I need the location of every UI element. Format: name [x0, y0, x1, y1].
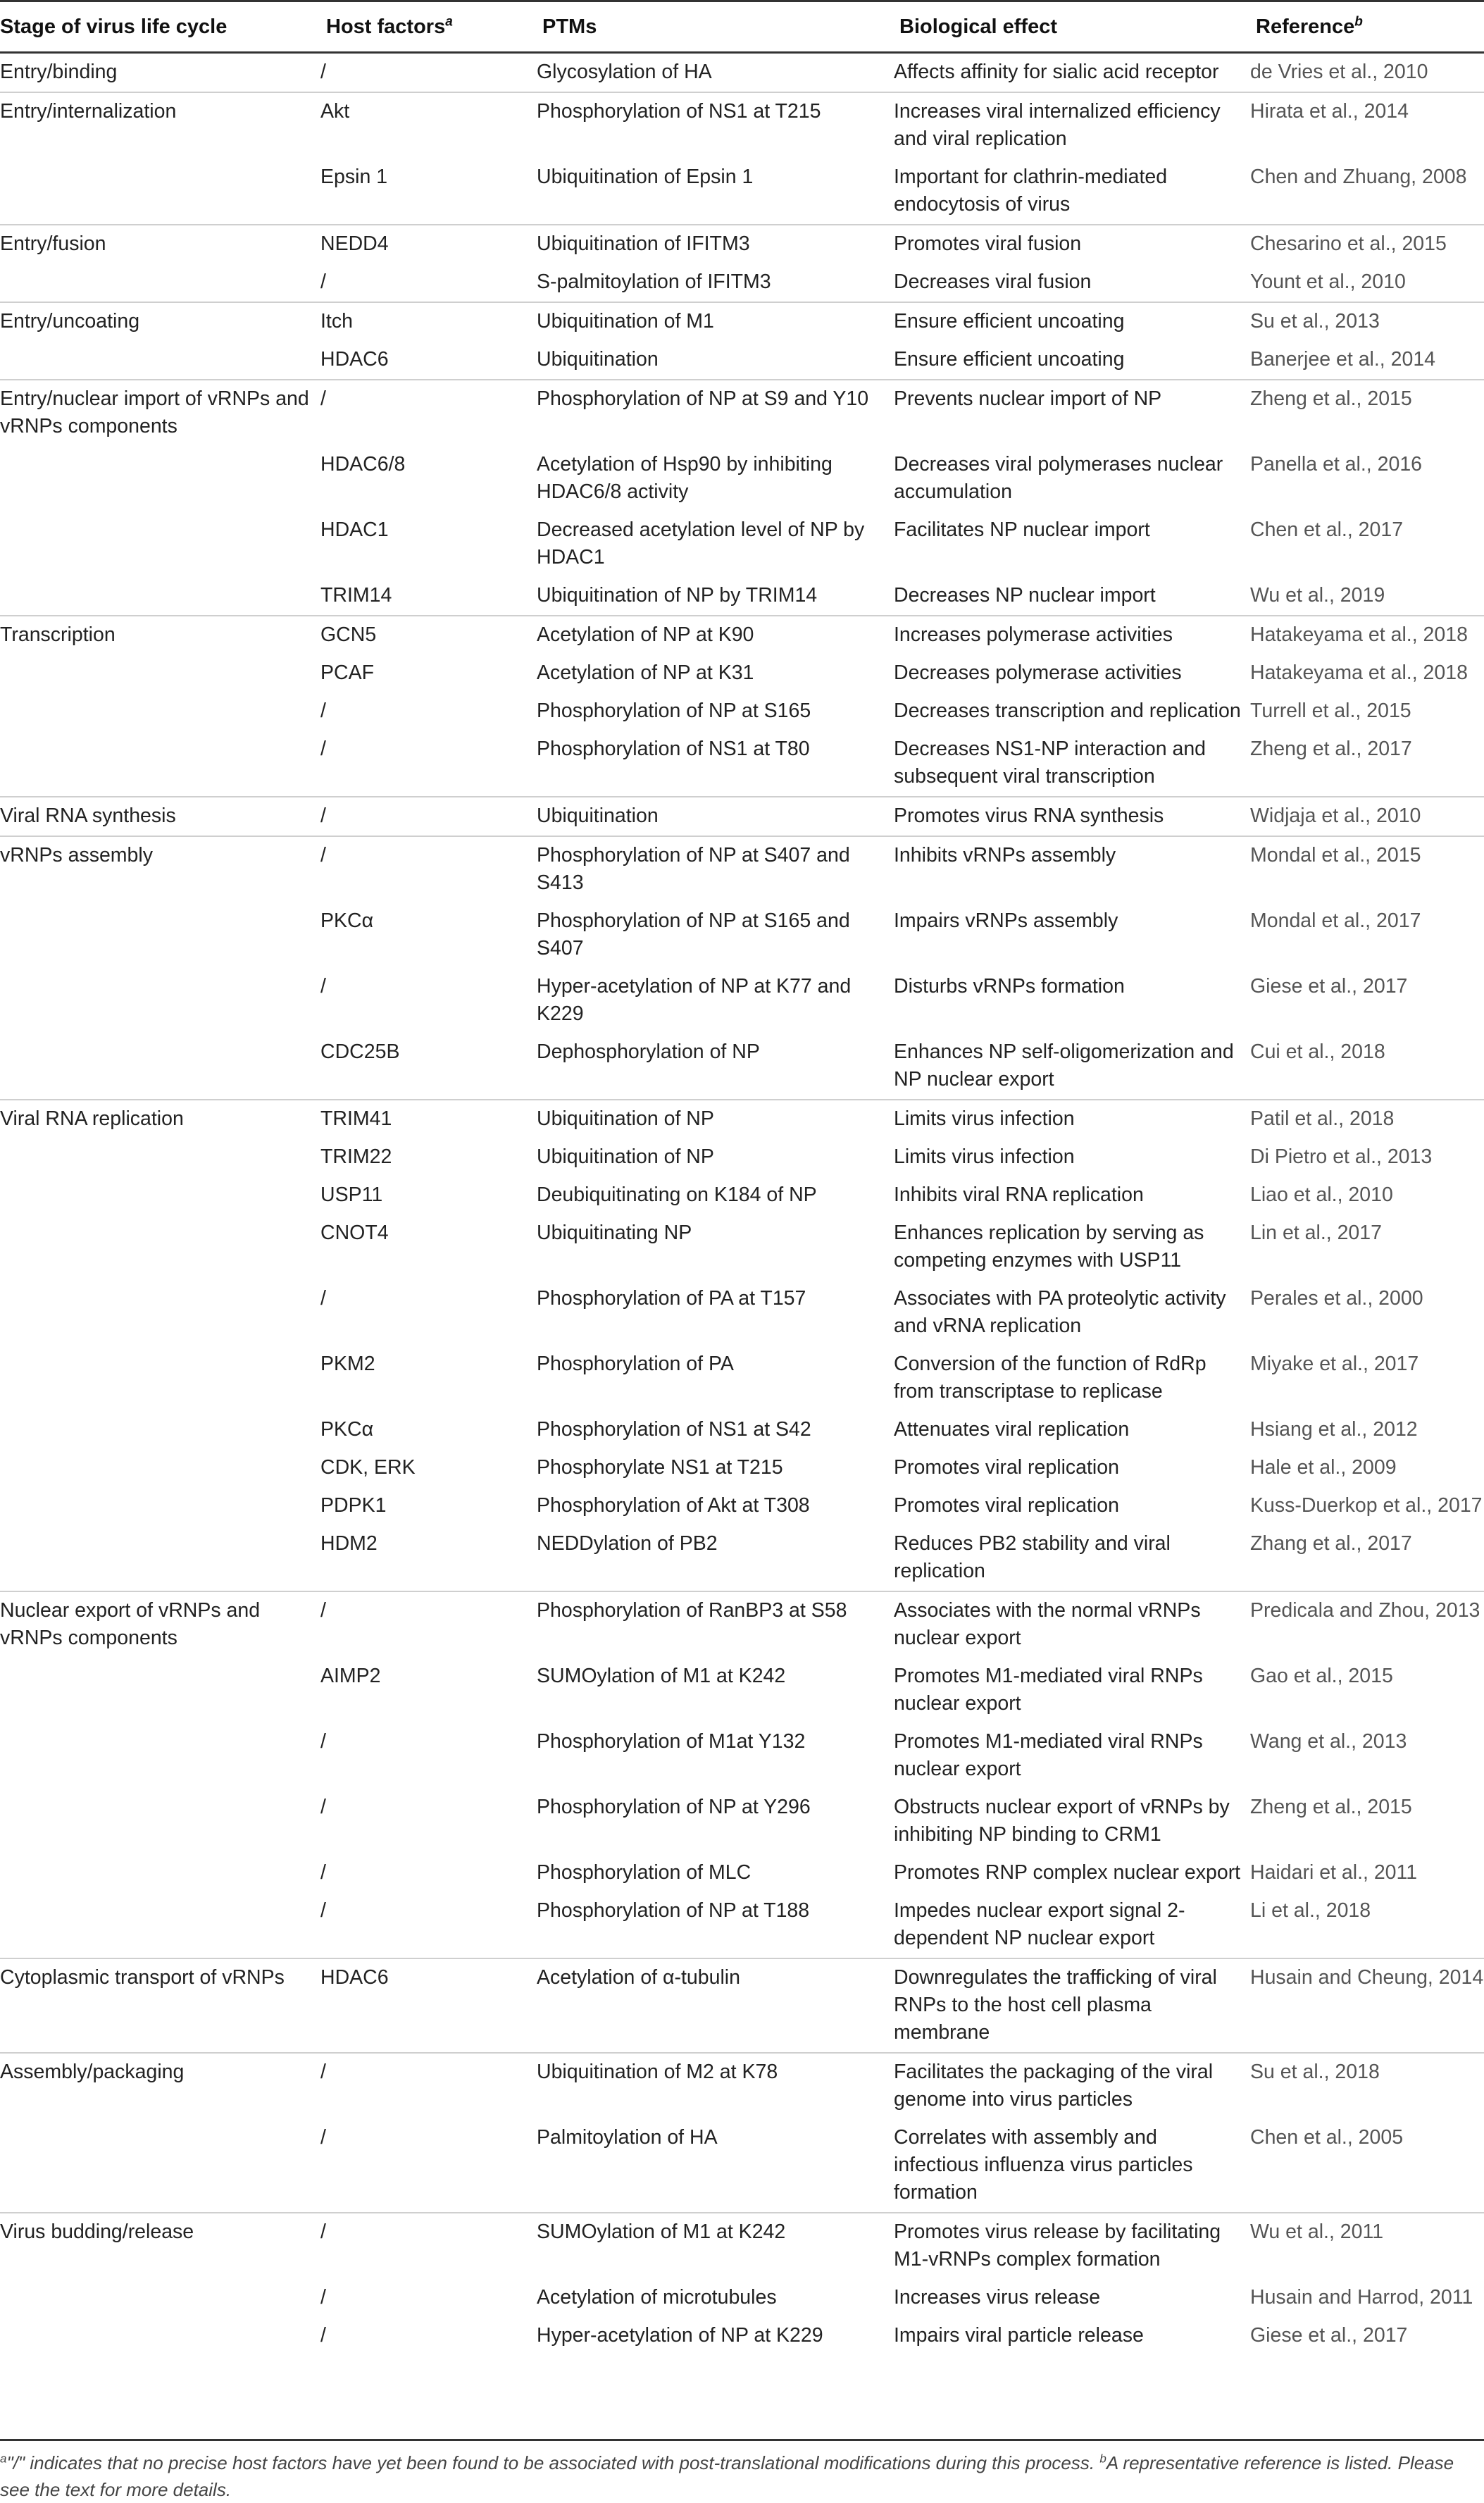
table-cell-effect: Decreases polymerase activities: [894, 662, 1182, 684]
table-cell-effect: Limits virus infection: [894, 1145, 1075, 1168]
table-cell-stage: [0, 446, 320, 511]
table-cell-effect: Enhances NP self-oligomerization and NP nuclear export: [894, 1041, 1234, 1091]
table-cell-stage: [0, 341, 320, 380]
table-cell-host-factor: /: [320, 1796, 326, 1818]
table-cell-stage: Viral RNA replication: [0, 1100, 320, 1138]
table-cell-stage: [0, 2119, 320, 2213]
table-cell-effect: Promotes viral fusion: [894, 225, 1250, 263]
table-cell-host-factor: /: [320, 2213, 537, 2279]
table-cell-reference: Husain and Harrod, 2011: [1250, 2286, 1473, 2309]
table-cell-reference: Widjaja et al., 2010: [1250, 797, 1484, 836]
table-row: [0, 1138, 1484, 1176]
table-cell-stage: Entry/binding: [0, 61, 118, 83]
table-cell-reference: Lin et al., 2017: [1250, 1222, 1382, 1244]
table-cell-ptm: Acetylation of NP at K90: [537, 616, 894, 654]
table-cell-stage: [0, 1033, 320, 1100]
table-cell-stage: [0, 902, 320, 968]
table-cell-host-factor: /: [320, 380, 537, 446]
table-cell-effect: Attenuates viral replication: [894, 1418, 1130, 1441]
table-cell-stage: [0, 1215, 320, 1280]
table-cell-ptm: Ubiquitination of M1: [537, 302, 894, 341]
table-cell-ptm: Palmitoylation of HA: [537, 2126, 718, 2149]
table-cell-host-factor: PDPK1: [320, 1494, 387, 1517]
table-cell-effect: Promotes virus release by facilitating M1-vRNPs complex formation: [894, 2213, 1250, 2279]
table-cell-stage: [0, 1789, 320, 1854]
table-row: [0, 2317, 1484, 2355]
table-row: [0, 341, 1484, 380]
table-cell-stage: vRNPs assembly: [0, 836, 320, 902]
table-cell-reference: Perales et al., 2000: [1250, 1287, 1423, 1310]
table-cell-reference: Haidari et al., 2011: [1250, 1861, 1418, 1884]
table-cell-stage: [0, 654, 320, 692]
table-row: [0, 1525, 1484, 1591]
table-cell-effect: Correlates with assembly and infectious influenza virus particles formation: [894, 2126, 1193, 2204]
table-cell-stage: [0, 1346, 320, 1411]
table-cell-ptm: Acetylation of microtubules: [537, 2286, 777, 2309]
table-cell-reference: Hatakeyama et al., 2018: [1250, 616, 1484, 654]
table-cell-ptm: Acetylation of Hsp90 by inhibiting HDAC6/8 activity: [537, 453, 833, 503]
table-cell-stage: [0, 1138, 320, 1176]
table-cell-effect: Associates with the normal vRNPs nuclear export: [894, 1591, 1250, 1658]
table-cell-ptm: Ubiquitination of NP by TRIM14: [537, 584, 818, 607]
table-row: [0, 692, 1484, 731]
table-cell-effect: Decreases viral polymerases nuclear accumulation: [894, 453, 1223, 503]
table-cell-reference: Wu et al., 2019: [1250, 584, 1385, 607]
table-cell-reference: Chen et al., 2017: [1250, 518, 1404, 541]
table-cell-reference: Giese et al., 2017: [1250, 2324, 1408, 2347]
table-cell-host-factor: /: [320, 2126, 326, 2149]
header-host-factors: [320, 1, 537, 53]
table-cell-stage: [0, 1658, 320, 1723]
table-cell-effect: Promotes M1-mediated viral RNPs nuclear export: [894, 1665, 1203, 1715]
table-cell-host-factor: USP11: [320, 1184, 383, 1206]
table-cell-stage: [0, 1449, 320, 1487]
header-biological-effect: [894, 1, 1250, 53]
table-cell-ptm: Phosphorylation of RanBP3 at S58: [537, 1591, 894, 1658]
header-stage-label: Stage of virus life cycle: [0, 15, 227, 38]
table-row: [0, 1280, 1484, 1346]
table-cell-ptm: Ubiquitination of NP: [537, 1100, 894, 1138]
table-body: [0, 53, 1484, 2356]
table-cell-stage: [0, 1892, 320, 1958]
table-cell-reference: Zheng et al., 2015: [1250, 1796, 1412, 1818]
table-cell-reference: Zheng et al., 2017: [1250, 738, 1412, 760]
table-cell-effect: Facilitates the packaging of the viral genome into virus particles: [894, 2053, 1250, 2119]
table-row: [0, 1658, 1484, 1723]
table-cell-effect: Increases viral internalized efficiency and viral replication: [894, 92, 1250, 159]
table-cell-host-factor: /: [320, 836, 537, 902]
table-row: [0, 511, 1484, 577]
table-cell-ptm: Ubiquitinating NP: [537, 1222, 692, 1244]
table-cell-stage: [0, 1487, 320, 1525]
table-cell-reference: Turrell et al., 2015: [1250, 700, 1411, 722]
table-cell-host-factor: GCN5: [320, 616, 537, 654]
table-cell-effect: Impairs viral particle release: [894, 2324, 1144, 2347]
table-cell-host-factor: Itch: [320, 302, 537, 341]
table-row: [0, 1346, 1484, 1411]
table-cell-host-factor: Akt: [320, 92, 537, 159]
table-cell-reference: Hale et al., 2009: [1250, 1456, 1397, 1479]
table-row: [0, 1411, 1484, 1449]
table-cell-ptm: Phosphorylation of PA: [537, 1353, 734, 1375]
table-cell-reference: Su et al., 2018: [1250, 2053, 1484, 2119]
table-cell-host-factor: PKCα: [320, 909, 374, 932]
table-cell-ptm: Ubiquitination of IFITM3: [537, 225, 894, 263]
table-cell-stage: Entry/nuclear import of vRNPs and vRNPs components: [0, 380, 320, 446]
table-cell-ptm: Phosphorylation of NP at S407 and S413: [537, 836, 894, 902]
table-cell-ptm: Phosphorylation of NS1 at T80: [537, 738, 810, 760]
table-cell-reference: Husain and Cheung, 2014: [1250, 1958, 1484, 2053]
table-cell-effect: Important for clathrin-mediated endocytosis of virus: [894, 166, 1168, 216]
table-cell-effect: Obstructs nuclear export of vRNPs by inhibiting NP binding to CRM1: [894, 1796, 1230, 1846]
table-footnote: [0, 2439, 1484, 2503]
table-cell-host-factor: TRIM22: [320, 1145, 392, 1168]
header-ref-footnote-mark: b: [1354, 13, 1363, 29]
table-row: [0, 616, 1484, 654]
table-cell-ptm: SUMOylation of M1 at K242: [537, 1665, 786, 1687]
table-cell-host-factor: /: [320, 1591, 537, 1658]
table-cell-effect: Facilitates NP nuclear import: [894, 518, 1150, 541]
table-cell-effect: Disturbs vRNPs formation: [894, 975, 1125, 998]
header-stage: [0, 1, 320, 53]
footnote-a-text: "/" indicates that no precise host factors have yet been found to be associated with post-translational modifications during this process.: [6, 2452, 1095, 2473]
footnote-b-mark: b: [1099, 2452, 1106, 2466]
table-cell-ptm: Phosphorylation of NS1 at T215: [537, 92, 894, 159]
table-cell-effect: Inhibits viral RNA replication: [894, 1184, 1144, 1206]
table-cell-ptm: Acetylation of NP at K31: [537, 662, 754, 684]
table-cell-host-factor: HDM2: [320, 1532, 378, 1555]
table-cell-host-factor: /: [320, 700, 326, 722]
table-cell-ptm: Dephosphorylation of NP: [537, 1041, 760, 1063]
table-cell-effect: Conversion of the function of RdRp from transcriptase to replicase: [894, 1353, 1206, 1403]
table-cell-reference: Banerjee et al., 2014: [1250, 348, 1436, 371]
table-cell-host-factor: HDAC6/8: [320, 453, 406, 476]
table-cell-effect: Impedes nuclear export signal 2-dependent NP nuclear export: [894, 1899, 1185, 1949]
table-cell-host-factor: /: [320, 61, 326, 83]
table-cell-ptm: SUMOylation of M1 at K242: [537, 2213, 894, 2279]
table-row: [0, 1033, 1484, 1100]
table-cell-host-factor: /: [320, 271, 326, 293]
table-row: [0, 836, 1484, 902]
table-cell-stage: [0, 1854, 320, 1892]
table-cell-stage: Entry/fusion: [0, 225, 320, 263]
table-cell-ptm: Phosphorylation of MLC: [537, 1861, 752, 1884]
table-row: [0, 797, 1484, 836]
table-cell-reference: Wu et al., 2011: [1250, 2213, 1484, 2279]
table-cell-effect: Decreases transcription and replication: [894, 700, 1241, 722]
table-cell-ptm: Phosphorylation of Akt at T308: [537, 1494, 810, 1517]
table-cell-host-factor: TRIM41: [320, 1100, 537, 1138]
table-row: [0, 2119, 1484, 2213]
table-cell-effect: Increases polymerase activities: [894, 616, 1250, 654]
table-cell-reference: Mondal et al., 2015: [1250, 836, 1484, 902]
table-cell-stage: [0, 1723, 320, 1789]
table-cell-effect: Decreases NP nuclear import: [894, 584, 1156, 607]
table-row: [0, 1958, 1484, 2053]
table-cell-ptm: Phosphorylation of NP at Y296: [537, 1796, 811, 1818]
table-cell-effect: Inhibits vRNPs assembly: [894, 836, 1250, 902]
table-row: [0, 2053, 1484, 2119]
table-cell-stage: [0, 1280, 320, 1346]
table-cell-reference: Cui et al., 2018: [1250, 1041, 1385, 1063]
table-row: [0, 654, 1484, 692]
table-row: [0, 1176, 1484, 1215]
table-cell-reference: Li et al., 2018: [1250, 1899, 1371, 1922]
footnote-b-text: A representative reference is listed. Please see the text for more details.: [0, 2452, 1454, 2500]
table-cell-stage: [0, 692, 320, 731]
table-cell-effect: Downregulates the trafficking of viral RNPs to the host cell plasma membrane: [894, 1958, 1250, 2053]
table-cell-ptm: Ubiquitination: [537, 348, 659, 371]
table-cell-reference: Di Pietro et al., 2013: [1250, 1145, 1433, 1168]
table-row: [0, 53, 1484, 93]
table-row: [0, 1487, 1484, 1525]
table-cell-ptm: Hyper-acetylation of NP at K77 and K229: [537, 975, 852, 1025]
table-cell-reference: Zheng et al., 2015: [1250, 380, 1484, 446]
table-cell-ptm: Ubiquitination of M2 at K78: [537, 2053, 894, 2119]
table-cell-effect: Ensure efficient uncoating: [894, 302, 1250, 341]
table-row: [0, 159, 1484, 225]
table-cell-host-factor: HDAC6: [320, 1958, 537, 2053]
table-cell-host-factor: Epsin 1: [320, 166, 388, 188]
table-cell-stage: [0, 159, 320, 225]
table-cell-effect: Decreases NS1-NP interaction and subsequent viral transcription: [894, 738, 1206, 788]
table-cell-host-factor: /: [320, 1899, 326, 1922]
table-cell-ptm: Glycosylation of HA: [537, 61, 712, 83]
table-cell-reference: Hirata et al., 2014: [1250, 92, 1484, 159]
table-cell-effect: Limits virus infection: [894, 1100, 1250, 1138]
table-cell-stage: [0, 1525, 320, 1591]
table-cell-ptm: Phosphorylation of M1at Y132: [537, 1730, 806, 1753]
header-ptms-label: PTMs: [542, 15, 597, 38]
table-cell-stage: Cytoplasmic transport of vRNPs: [0, 1958, 320, 2053]
table-row: [0, 1591, 1484, 1658]
table-cell-reference: Panella et al., 2016: [1250, 453, 1423, 476]
table-cell-reference: Predicala and Zhou, 2013: [1250, 1591, 1484, 1658]
table-row: [0, 902, 1484, 968]
table-row: [0, 225, 1484, 263]
table-cell-reference: Patil et al., 2018: [1250, 1100, 1484, 1138]
table-row: [0, 1100, 1484, 1138]
table-cell-host-factor: /: [320, 2286, 326, 2309]
table-cell-ptm: Ubiquitination of NP: [537, 1145, 714, 1168]
table-row: [0, 92, 1484, 159]
table-cell-ptm: Acetylation of α-tubulin: [537, 1958, 894, 2053]
table-cell-host-factor: CDC25B: [320, 1041, 400, 1063]
table-cell-host-factor: /: [320, 1287, 326, 1310]
table-cell-stage: [0, 968, 320, 1033]
table-cell-host-factor: PKCα: [320, 1418, 374, 1441]
table-cell-ptm: Phosphorylation of NP at S165: [537, 700, 811, 722]
table-cell-host-factor: TRIM14: [320, 584, 392, 607]
table-row: [0, 1723, 1484, 1789]
table-row: [0, 263, 1484, 302]
table-cell-stage: [0, 511, 320, 577]
table-cell-effect: Impairs vRNPs assembly: [894, 909, 1118, 932]
table-row: [0, 1449, 1484, 1487]
table-cell-stage: [0, 1176, 320, 1215]
table-cell-effect: Associates with PA proteolytic activity and vRNA replication: [894, 1287, 1226, 1337]
table-cell-effect: Promotes viral replication: [894, 1494, 1119, 1517]
table-cell-stage: [0, 263, 320, 302]
table-cell-effect: Promotes virus RNA synthesis: [894, 797, 1250, 836]
table-cell-effect: Reduces PB2 stability and viral replication: [894, 1532, 1171, 1582]
table-cell-stage: [0, 2317, 320, 2355]
table-cell-stage: [0, 1411, 320, 1449]
table-cell-stage: Entry/internalization: [0, 92, 320, 159]
table-row: [0, 968, 1484, 1033]
table-cell-effect: Prevents nuclear import of NP: [894, 380, 1250, 446]
table-cell-host-factor: CDK, ERK: [320, 1456, 416, 1479]
header-host-footnote-mark: a: [445, 13, 453, 29]
table-cell-ptm: NEDDylation of PB2: [537, 1532, 718, 1555]
table-row: [0, 1215, 1484, 1280]
table-cell-reference: Su et al., 2013: [1250, 302, 1484, 341]
table-cell-stage: Transcription: [0, 616, 320, 654]
table-row: [0, 2213, 1484, 2279]
header-effect-label: Biological effect: [899, 15, 1057, 38]
table-cell-effect: Enhances replication by serving as competing enzymes with USP11: [894, 1222, 1204, 1272]
table-cell-reference: Kuss-Duerkop et al., 2017: [1250, 1494, 1483, 1517]
table-cell-stage: Entry/uncoating: [0, 302, 320, 341]
table-cell-reference: Chen et al., 2005: [1250, 2126, 1404, 2149]
table-cell-reference: Mondal et al., 2017: [1250, 909, 1421, 932]
table-row: [0, 1892, 1484, 1958]
table-cell-host-factor: /: [320, 975, 326, 998]
table-cell-ptm: Ubiquitination of Epsin 1: [537, 166, 754, 188]
table-cell-reference: Gao et al., 2015: [1250, 1665, 1393, 1687]
table-cell-host-factor: /: [320, 2324, 326, 2347]
table-cell-reference: Yount et al., 2010: [1250, 271, 1406, 293]
table-cell-host-factor: HDAC6: [320, 348, 389, 371]
header-host-label: Host factors: [326, 15, 446, 38]
table-cell-host-factor: /: [320, 738, 326, 760]
table-cell-effect: Promotes viral replication: [894, 1456, 1119, 1479]
table-cell-reference: Hsiang et al., 2012: [1250, 1418, 1418, 1441]
table-row: [0, 446, 1484, 511]
table-row: [0, 380, 1484, 446]
table-row: [0, 1854, 1484, 1892]
table-row: [0, 577, 1484, 616]
table-cell-host-factor: /: [320, 1861, 326, 1884]
table-cell-host-factor: PCAF: [320, 662, 375, 684]
table-cell-reference: Liao et al., 2010: [1250, 1184, 1393, 1206]
table-cell-reference: Hatakeyama et al., 2018: [1250, 662, 1468, 684]
table-cell-effect: Affects affinity for sialic acid receptor: [894, 61, 1219, 83]
table-cell-reference: Giese et al., 2017: [1250, 975, 1408, 998]
table-cell-reference: Wang et al., 2013: [1250, 1730, 1407, 1753]
table-cell-host-factor: AIMP2: [320, 1665, 381, 1687]
table-cell-reference: Zhang et al., 2017: [1250, 1532, 1412, 1555]
table-cell-host-factor: HDAC1: [320, 518, 389, 541]
table-cell-host-factor: CNOT4: [320, 1222, 389, 1244]
table-cell-ptm: Phosphorylate NS1 at T215: [537, 1456, 783, 1479]
table-cell-host-factor: /: [320, 2053, 537, 2119]
table-cell-effect: Ensure efficient uncoating: [894, 348, 1125, 371]
table-row: [0, 302, 1484, 341]
header-ref-label: Reference: [1256, 15, 1355, 38]
table-cell-host-factor: NEDD4: [320, 225, 537, 263]
table-cell-stage: [0, 731, 320, 797]
table-cell-reference: Chen and Zhuang, 2008: [1250, 166, 1467, 188]
table-cell-stage: Viral RNA synthesis: [0, 797, 320, 836]
table-cell-stage: Nuclear export of vRNPs and vRNPs components: [0, 1591, 320, 1658]
table-cell-stage: Virus budding/release: [0, 2213, 320, 2279]
table-cell-stage: Assembly/packaging: [0, 2053, 320, 2119]
table-cell-effect: Increases virus release: [894, 2286, 1101, 2309]
table-cell-ptm: Deubiquitinating on K184 of NP: [537, 1184, 817, 1206]
table-cell-ptm: Decreased acetylation level of NP by HDAC1: [537, 518, 865, 569]
table-cell-ptm: Ubiquitination: [537, 797, 894, 836]
table-cell-ptm: S-palmitoylation of IFITM3: [537, 271, 771, 293]
footnote-a-mark: a: [0, 2452, 7, 2466]
table-cell-ptm: Phosphorylation of NP at S165 and S407: [537, 909, 850, 959]
table-cell-stage: [0, 577, 320, 616]
header-ptms: [537, 1, 894, 53]
table-cell-host-factor: /: [320, 797, 537, 836]
table-row: [0, 2279, 1484, 2317]
table-cell-effect: Decreases viral fusion: [894, 271, 1092, 293]
table-cell-ptm: Hyper-acetylation of NP at K229: [537, 2324, 823, 2347]
table-cell-host-factor: PKM2: [320, 1353, 375, 1375]
table-cell-effect: Promotes M1-mediated viral RNPs nuclear export: [894, 1730, 1203, 1780]
table-cell-ptm: Phosphorylation of NS1 at S42: [537, 1418, 811, 1441]
table-row: [0, 731, 1484, 797]
table-cell-host-factor: /: [320, 1730, 326, 1753]
table-cell-stage: [0, 2279, 320, 2317]
table-cell-reference: de Vries et al., 2010: [1250, 61, 1428, 83]
table-cell-ptm: Phosphorylation of NP at T188: [537, 1899, 810, 1922]
header-reference: [1250, 1, 1484, 53]
table-cell-reference: Chesarino et al., 2015: [1250, 225, 1484, 263]
table-cell-effect: Promotes RNP complex nuclear export: [894, 1861, 1241, 1884]
table-header: [0, 1, 1484, 53]
table-cell-ptm: Phosphorylation of PA at T157: [537, 1287, 806, 1310]
table-cell-reference: Miyake et al., 2017: [1250, 1353, 1419, 1375]
table-cell-ptm: Phosphorylation of NP at S9 and Y10: [537, 380, 894, 446]
table-row: [0, 1789, 1484, 1854]
